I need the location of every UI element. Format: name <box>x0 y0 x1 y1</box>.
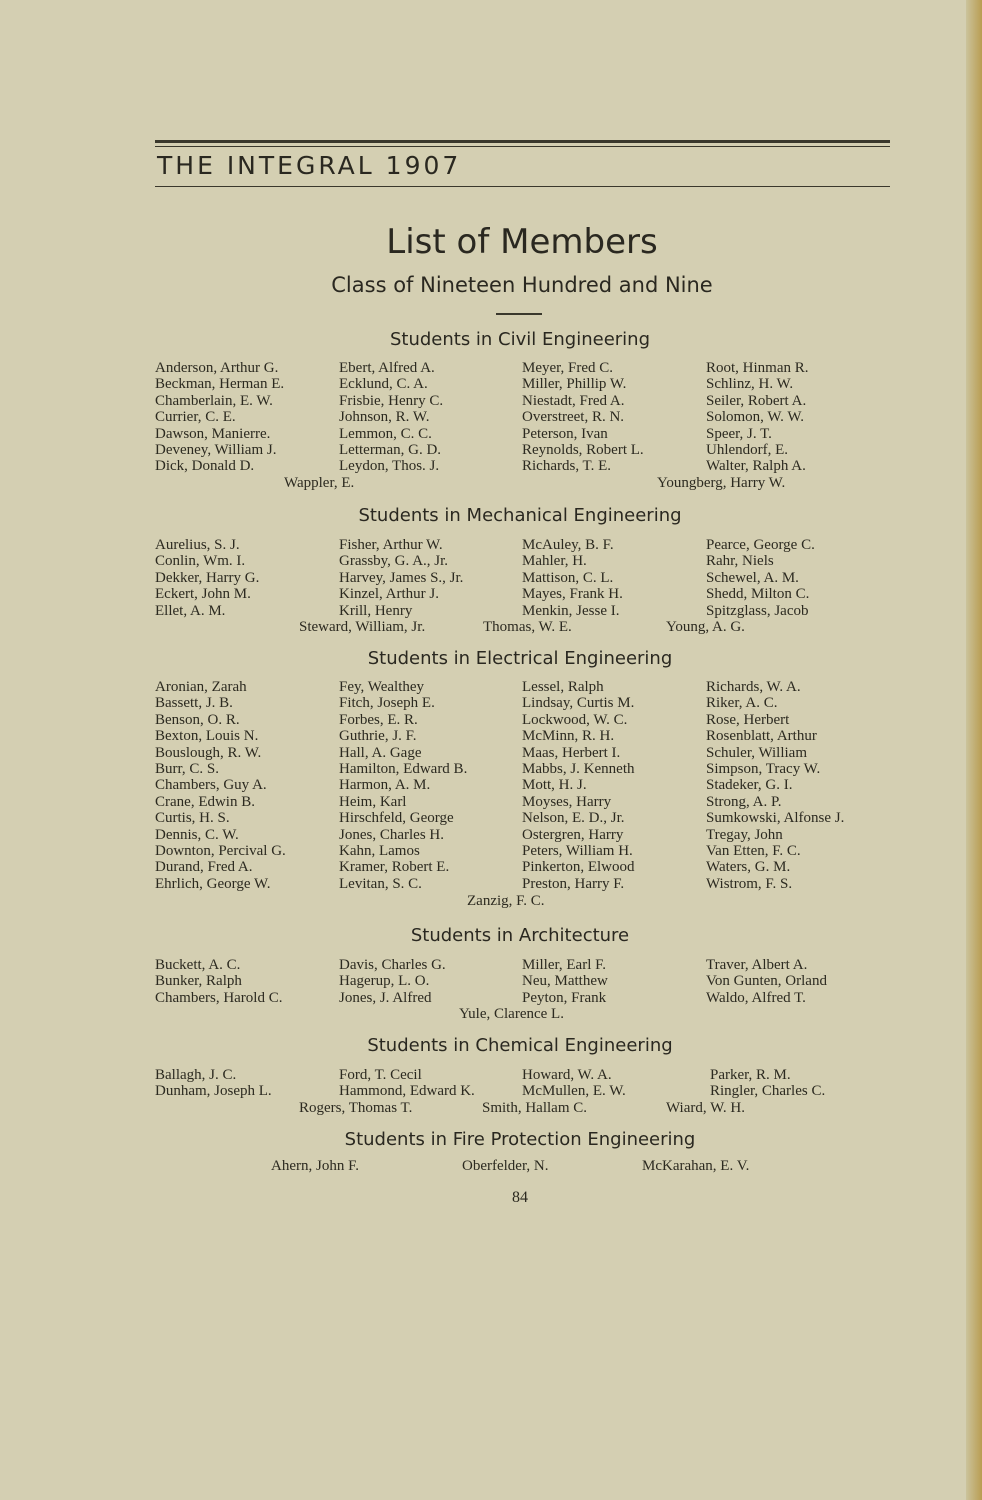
mechanical-column-3 <box>522 537 623 619</box>
member-name: Seiler, Robert A. <box>706 392 807 409</box>
member-name: Bexton, Louis N. <box>155 728 259 745</box>
member-name: Eckert, John M. <box>155 586 251 603</box>
member-name: Yule, Clarence L. <box>459 1006 564 1022</box>
member-name: Menkin, Jesse I. <box>522 602 620 619</box>
page-number: 84 <box>512 1189 528 1206</box>
member-name: Chamberlain, E. W. <box>155 392 273 409</box>
member-name: Leydon, Thos. J. <box>339 458 440 475</box>
member-name: Guthrie, J. F. <box>339 728 417 745</box>
member-name: Von Gunten, Orland <box>706 973 827 990</box>
member-name: Miller, Earl F. <box>522 957 607 973</box>
electrical-column-4 <box>706 679 844 892</box>
electrical-column-1 <box>155 679 286 892</box>
member-name: Howard, W. A. <box>522 1067 612 1083</box>
page-title: List of Members <box>386 222 658 262</box>
member-name: Kinzel, Arthur J. <box>339 586 439 603</box>
member-name: Peyton, Frank <box>522 989 607 1006</box>
member-name: Mayes, Frank H. <box>522 586 623 603</box>
member-name: Hall, A. Gage <box>339 744 422 761</box>
member-name: Waters, G. M. <box>706 859 791 876</box>
member-name: Shedd, Milton C. <box>706 586 810 603</box>
chemical-column-3 <box>522 1067 626 1100</box>
civil-column-3 <box>522 360 644 475</box>
member-name: Mattison, C. L. <box>522 569 614 586</box>
member-name: Fey, Wealthey <box>339 679 425 695</box>
chemical-column-2 <box>339 1067 475 1100</box>
member-name: Walter, Ralph A. <box>706 458 806 475</box>
member-name: Peters, William H. <box>522 842 633 859</box>
member-name: Lessel, Ralph <box>522 679 604 695</box>
member-name: Nelson, E. D., Jr. <box>522 810 625 827</box>
page-subtitle: Class of Nineteen Hundred and Nine <box>331 273 713 297</box>
member-name: Overstreet, R. N. <box>522 409 625 426</box>
member-name: Davis, Charles G. <box>339 957 446 973</box>
member-name: Schlinz, H. W. <box>706 376 794 393</box>
member-name: Johnson, R. W. <box>339 409 430 426</box>
member-name: Ehrlich, George W. <box>155 875 271 892</box>
section-heading-mechanical: Students in Mechanical Engineering <box>358 505 682 526</box>
member-name: Burr, C. S. <box>155 760 219 777</box>
section-heading-civil: Students in Civil Engineering <box>389 329 651 350</box>
member-name: McKarahan, E. V. <box>642 1158 750 1174</box>
member-name: Jones, Charles H. <box>339 826 444 843</box>
member-name: Parker, R. M. <box>710 1067 791 1083</box>
member-name: Rosenblatt, Arthur <box>706 728 817 745</box>
member-name: Fisher, Arthur W. <box>339 537 443 553</box>
member-name: Mott, H. J. <box>522 777 587 794</box>
member-name: Steward, William, Jr. <box>299 619 426 635</box>
member-name: Youngberg, Harry W. <box>657 475 786 491</box>
member-name: Crane, Edwin B. <box>155 793 255 810</box>
member-name: Smith, Hallam C. <box>482 1100 587 1116</box>
member-name: Sumkowski, Alfonse J. <box>706 810 845 827</box>
member-name: Ballagh, J. C. <box>155 1067 237 1083</box>
member-name: Zanzig, F. C. <box>467 893 545 909</box>
member-name: Mahler, H. <box>522 553 587 570</box>
member-name: Oberfelder, N. <box>462 1158 549 1174</box>
member-name: Deveney, William J. <box>155 441 277 458</box>
architecture-column-4 <box>706 957 827 1006</box>
member-name: Ahern, John F. <box>271 1158 359 1174</box>
member-name: Peterson, Ivan <box>522 425 608 442</box>
member-name: Bunker, Ralph <box>155 973 242 990</box>
member-name: Grassby, G. A., Jr. <box>339 553 449 570</box>
member-name: Van Etten, F. C. <box>706 842 801 859</box>
member-name: Root, Hinman R. <box>706 360 809 376</box>
section-heading-chemical: Students in Chemical Engineering <box>367 1035 673 1056</box>
electrical-column-2 <box>339 679 467 892</box>
member-name: Tregay, John <box>706 826 783 843</box>
member-name: Bouslough, R. W. <box>155 744 262 761</box>
mechanical-column-2 <box>339 537 463 619</box>
member-name: Buckett, A. C. <box>155 957 241 973</box>
member-name: Ford, T. Cecil <box>339 1067 422 1083</box>
member-name: Levitan, S. C. <box>339 875 422 892</box>
member-name: McMinn, R. H. <box>522 728 615 745</box>
member-name: Aronian, Zarah <box>155 679 247 695</box>
section-heading-electrical: Students in Electrical Engineering <box>367 648 673 669</box>
member-name: Neu, Matthew <box>522 973 608 990</box>
member-name: Moyses, Harry <box>522 793 612 810</box>
member-name: Durand, Fred A. <box>155 859 253 876</box>
member-name: Meyer, Fred C. <box>522 360 614 376</box>
member-name: Beckman, Herman E. <box>155 376 285 393</box>
member-name: Bassett, J. B. <box>155 695 233 712</box>
member-name: Lemmon, C. C. <box>339 425 432 442</box>
member-name: Wappler, E. <box>284 475 355 491</box>
chemical-column-4 <box>710 1067 825 1100</box>
architecture-column-3 <box>522 957 608 1006</box>
member-name: Chambers, Guy A. <box>155 777 267 794</box>
member-name: Harmon, A. M. <box>339 777 431 794</box>
member-name: Strong, A. P. <box>706 793 782 810</box>
civil-column-1 <box>155 360 284 475</box>
member-name: Letterman, G. D. <box>339 441 442 458</box>
member-name: Fitch, Joseph E. <box>339 695 435 712</box>
member-name: Dick, Donald D. <box>155 458 255 475</box>
member-name: Rose, Herbert <box>706 711 790 728</box>
member-name: Rogers, Thomas T. <box>299 1100 413 1116</box>
member-name: Richards, T. E. <box>522 458 612 475</box>
chemical-column-1 <box>155 1067 272 1100</box>
member-name: Hamilton, Edward B. <box>339 760 468 777</box>
member-name: Jones, J. Alfred <box>339 989 432 1006</box>
member-name: Aurelius, S. J. <box>155 537 240 553</box>
member-name: Traver, Albert A. <box>706 957 808 973</box>
member-name: Dennis, C. W. <box>155 826 239 843</box>
member-name: Thomas, W. E. <box>483 619 572 635</box>
member-name: McAuley, B. F. <box>522 537 614 553</box>
section-heading-architecture: Students in Architecture <box>410 925 630 946</box>
member-name: Schewel, A. M. <box>706 569 799 586</box>
architecture-column-1 <box>155 957 282 1006</box>
member-name: Downton, Percival G. <box>155 842 286 859</box>
member-name: Curtis, H. S. <box>155 810 230 827</box>
member-name: Conlin, Wm. I. <box>155 553 246 570</box>
member-name: Waldo, Alfred T. <box>706 989 806 1006</box>
member-name: Spitzglass, Jacob <box>706 602 809 619</box>
mechanical-column-4 <box>706 537 815 619</box>
member-name: Lockwood, W. C. <box>522 711 628 728</box>
member-name: Uhlendorf, E. <box>706 441 789 458</box>
header-rule-top-thin <box>155 146 890 147</box>
member-name: McMullen, E. W. <box>522 1083 626 1100</box>
member-name: Hagerup, L. O. <box>339 973 430 990</box>
member-name: Ecklund, C. A. <box>339 376 428 393</box>
member-name: Benson, O. R. <box>155 711 240 728</box>
title-divider <box>496 313 542 315</box>
member-name: Maas, Herbert I. <box>522 744 621 761</box>
member-name: Pearce, George C. <box>706 537 815 553</box>
section-heading-fire-protection: Students in Fire Protection Engineering <box>344 1129 696 1150</box>
member-name: Anderson, Arthur G. <box>155 360 279 376</box>
member-name: Niestadt, Fred A. <box>522 392 625 409</box>
member-name: Young, A. G. <box>666 619 745 635</box>
member-name: Wistrom, F. S. <box>706 875 793 892</box>
member-name: Harvey, James S., Jr. <box>339 569 464 586</box>
member-name: Solomon, W. W. <box>706 409 804 426</box>
running-head: THE INTEGRAL 1907 <box>157 151 462 180</box>
header-rule-top <box>155 140 890 143</box>
member-name: Lindsay, Curtis M. <box>522 695 635 712</box>
member-name: Forbes, E. R. <box>339 711 418 728</box>
member-name: Dunham, Joseph L. <box>155 1083 272 1100</box>
member-name: Dekker, Harry G. <box>155 569 260 586</box>
member-name: Kramer, Robert E. <box>339 859 450 876</box>
member-name: Kahn, Lamos <box>339 842 420 859</box>
mechanical-column-1 <box>155 537 259 619</box>
member-name: Ebert, Alfred A. <box>339 360 435 376</box>
architecture-column-2 <box>339 957 446 1006</box>
member-name: Dawson, Manierre. <box>155 425 271 442</box>
member-name: Schuler, William <box>706 744 808 761</box>
member-name: Currier, C. E. <box>155 409 236 426</box>
member-name: Richards, W. A. <box>706 679 801 695</box>
member-name: Preston, Harry F. <box>522 875 625 892</box>
electrical-column-3 <box>522 679 635 892</box>
civil-column-2 <box>339 360 443 475</box>
member-name: Krill, Henry <box>339 602 413 619</box>
member-name: Mabbs, J. Kenneth <box>522 760 635 777</box>
member-name: Reynolds, Robert L. <box>522 441 644 458</box>
member-name: Pinkerton, Elwood <box>522 859 635 876</box>
member-name: Miller, Phillip W. <box>522 376 627 393</box>
member-name: Heim, Karl <box>339 793 407 810</box>
member-name: Hammond, Edward K. <box>339 1083 475 1100</box>
header-rule-bottom <box>155 186 890 187</box>
member-name: Ringler, Charles C. <box>710 1083 826 1100</box>
member-name: Chambers, Harold C. <box>155 989 283 1006</box>
member-name: Ellet, A. M. <box>155 602 226 619</box>
member-name: Hirschfeld, George <box>339 810 454 827</box>
civil-column-4 <box>706 360 809 475</box>
member-name: Simpson, Tracy W. <box>706 760 821 777</box>
member-name: Frisbie, Henry C. <box>339 392 444 409</box>
member-name: Stadeker, G. I. <box>706 777 793 794</box>
member-name: Wiard, W. H. <box>666 1100 745 1116</box>
member-name: Ostergren, Harry <box>522 826 624 843</box>
member-name: Rahr, Niels <box>706 553 774 570</box>
member-name: Riker, A. C. <box>706 695 778 712</box>
member-name: Speer, J. T. <box>706 425 772 442</box>
